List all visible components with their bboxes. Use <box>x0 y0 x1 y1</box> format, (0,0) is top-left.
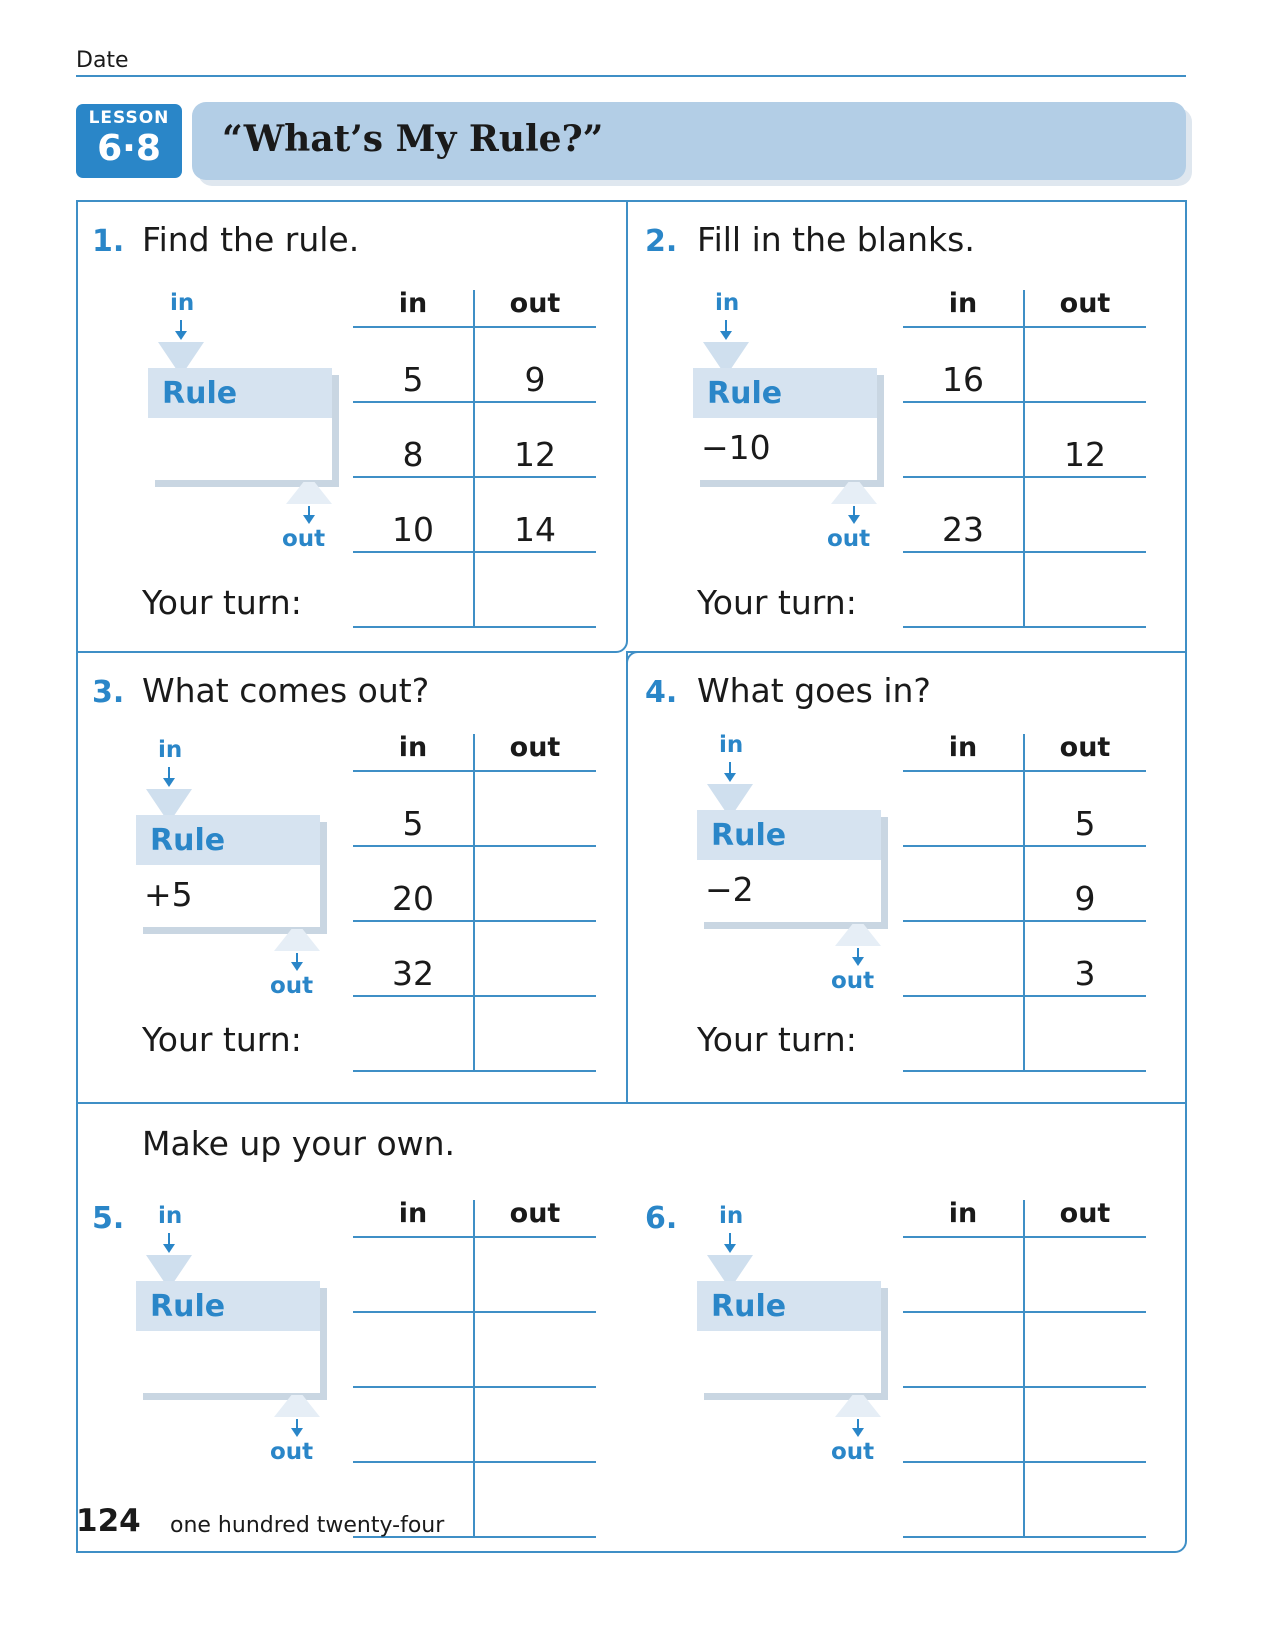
rule-box <box>136 1281 320 1393</box>
table-header-in: in <box>948 1198 978 1229</box>
table-header-in: in <box>948 732 978 763</box>
hopper-icon <box>158 342 204 368</box>
spout-icon <box>831 482 877 504</box>
your-turn-label: Your turn: <box>697 1020 857 1059</box>
spout-icon <box>274 929 320 951</box>
out-arrow-icon <box>296 1419 298 1435</box>
date-label: Date <box>76 48 129 73</box>
table-cell: 12 <box>514 435 556 474</box>
rule-box-title: Rule <box>711 818 787 853</box>
rule-box-title: Rule <box>711 1289 787 1324</box>
in-arrow-icon <box>729 762 731 780</box>
title-banner <box>192 102 1186 180</box>
out-arrow-icon <box>308 506 310 522</box>
hopper-icon <box>707 784 753 810</box>
function-machine-1 <box>140 290 380 552</box>
in-out-table-4 <box>903 732 1146 1072</box>
problem-3-prompt: What comes out? <box>142 671 430 710</box>
your-turn-label: Your turn: <box>697 583 857 622</box>
table-cell: 23 <box>942 510 984 549</box>
machine-in-label: in <box>715 290 740 316</box>
table-header-out: out <box>1059 1198 1111 1229</box>
lesson-number: 6·8 <box>97 128 161 169</box>
hopper-icon <box>707 1255 753 1281</box>
rule-box-title: Rule <box>162 376 238 411</box>
problem-1-number: 1. <box>92 224 125 259</box>
function-machine-3 <box>128 737 368 999</box>
rule-box <box>693 368 877 480</box>
table-header-out: out <box>509 1198 561 1229</box>
table-cell: 5 <box>402 804 424 843</box>
table-cell: 8 <box>402 435 424 474</box>
your-turn-label: Your turn: <box>142 583 302 622</box>
problem-2-number: 2. <box>645 224 678 259</box>
problem-6-number: 6. <box>645 1201 678 1236</box>
rule-value: +5 <box>144 875 193 914</box>
hopper-icon <box>146 789 192 815</box>
machine-in-label: in <box>158 1203 183 1229</box>
machine-out-label: out <box>270 973 314 999</box>
rule-box <box>697 1281 881 1393</box>
table-cell: 16 <box>942 360 984 399</box>
table-cell: 14 <box>514 510 556 549</box>
hopper-icon <box>146 1255 192 1281</box>
table-header-out: out <box>509 732 561 763</box>
table-cell: 10 <box>392 510 434 549</box>
machine-in-label: in <box>719 1203 744 1229</box>
make-your-own-heading: Make up your own. <box>142 1124 456 1163</box>
lesson-word: LESSON <box>88 108 170 128</box>
function-machine-6 <box>689 1203 929 1465</box>
machine-in-label: in <box>158 737 183 763</box>
table-cell: 9 <box>1074 879 1096 918</box>
spout-icon <box>835 1395 881 1417</box>
in-out-table-2 <box>903 288 1146 628</box>
in-out-table-3 <box>353 732 596 1072</box>
rule-box <box>136 815 320 927</box>
hopper-icon <box>703 342 749 368</box>
table-header-in: in <box>948 288 978 319</box>
spout-icon <box>286 482 332 504</box>
function-machine-4 <box>689 732 929 994</box>
rule-box-title: Rule <box>150 1289 226 1324</box>
table-cell: 20 <box>392 879 434 918</box>
table-cell: 5 <box>1074 804 1096 843</box>
problem-4-prompt: What goes in? <box>697 671 931 710</box>
rule-box-title: Rule <box>707 376 783 411</box>
in-arrow-icon <box>180 320 182 338</box>
machine-out-label: out <box>831 968 875 994</box>
in-out-table-6 <box>903 1198 1146 1538</box>
table-cell: 9 <box>524 360 546 399</box>
table-cell: 12 <box>1064 435 1106 474</box>
machine-out-label: out <box>282 526 326 552</box>
function-machine-5 <box>128 1203 368 1465</box>
lesson-badge <box>76 104 182 178</box>
table-header-in: in <box>398 288 428 319</box>
spout-icon <box>835 924 881 946</box>
table-cell: 32 <box>392 954 434 993</box>
out-arrow-icon <box>296 953 298 969</box>
machine-out-label: out <box>831 1439 875 1465</box>
page-number-words: one hundred twenty-four <box>170 1513 445 1538</box>
function-machine-2 <box>685 290 925 552</box>
date-line <box>76 75 1186 77</box>
spout-icon <box>274 1395 320 1417</box>
out-arrow-icon <box>857 1419 859 1435</box>
in-arrow-icon <box>729 1233 731 1251</box>
machine-in-label: in <box>170 290 195 316</box>
machine-in-label: in <box>719 732 744 758</box>
table-cell: 5 <box>402 360 424 399</box>
table-cell: 3 <box>1074 954 1096 993</box>
page-title: “What’s My Rule?” <box>222 118 604 160</box>
table-header-in: in <box>398 732 428 763</box>
problem-5-number: 5. <box>92 1201 125 1236</box>
out-arrow-icon <box>857 948 859 964</box>
in-arrow-icon <box>168 767 170 785</box>
machine-out-label: out <box>270 1439 314 1465</box>
rule-value: −2 <box>705 870 754 909</box>
your-turn-label: Your turn: <box>142 1020 302 1059</box>
in-out-table-5 <box>353 1198 596 1538</box>
table-header-out: out <box>1059 732 1111 763</box>
table-header-in: in <box>398 1198 428 1229</box>
in-arrow-icon <box>168 1233 170 1251</box>
table-header-out: out <box>509 288 561 319</box>
out-arrow-icon <box>853 506 855 522</box>
problem-2-prompt: Fill in the blanks. <box>697 220 975 259</box>
rule-box-title: Rule <box>150 823 226 858</box>
rule-box <box>697 810 881 922</box>
rule-value: −10 <box>701 428 771 467</box>
problem-3-number: 3. <box>92 675 125 710</box>
rule-box <box>148 368 332 480</box>
table-header-out: out <box>1059 288 1111 319</box>
problem-4-number: 4. <box>645 675 678 710</box>
problem-1-prompt: Find the rule. <box>142 220 360 259</box>
in-arrow-icon <box>725 320 727 338</box>
machine-out-label: out <box>827 526 871 552</box>
page-number: 124 <box>76 1503 141 1539</box>
in-out-table-1 <box>353 288 596 628</box>
